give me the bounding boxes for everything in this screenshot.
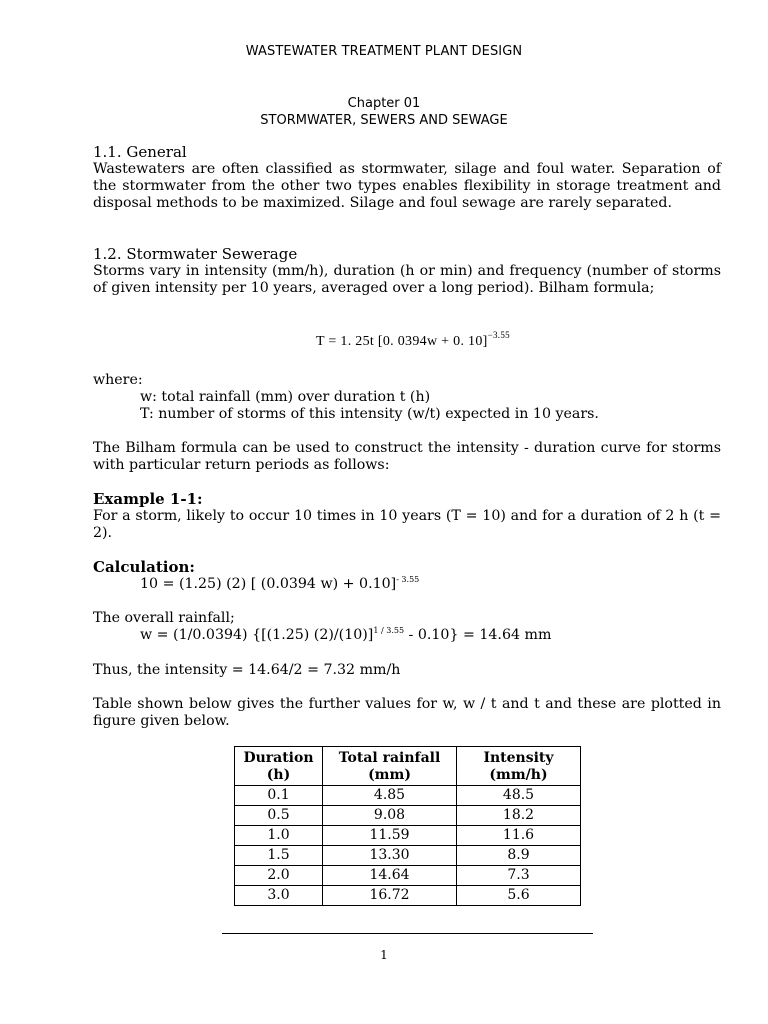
section-paragraph: Wastewaters are often classified as stormwater, silage and foul water. Separation of the stormwater from the other two types enables flexibility in storage treatment and disposal methods to be maximized. Silage and foul sewage are rarely separated. bbox=[93, 161, 721, 211]
chapter-title: STORMWATER, SEWERS AND SEWAGE bbox=[260, 113, 508, 128]
cell-duration: 1.0 bbox=[235, 826, 323, 846]
table-row bbox=[235, 826, 581, 846]
where-item: T: number of storms of this intensity (w/t) expected in 10 years. bbox=[140, 406, 599, 422]
cell-duration: 1.5 bbox=[235, 846, 323, 866]
section-paragraph: Storms vary in intensity (mm/h), duration (h or min) and frequency (number of storms of given intensity per 10 years, averaged over a long period). Bilham formula; bbox=[93, 263, 721, 296]
bilham-formula bbox=[316, 330, 510, 350]
equation-text: w = (1/0.0394) {[(1.25) (2)/(10)] bbox=[140, 627, 374, 643]
calculation-heading: Calculation: bbox=[93, 558, 195, 576]
table-header-row bbox=[235, 747, 581, 786]
cell-total-rainfall: 9.08 bbox=[323, 806, 457, 826]
cell-duration: 3.0 bbox=[235, 886, 323, 906]
document-header: WASTEWATER TREATMENT PLANT DESIGN bbox=[245, 44, 523, 59]
header-line: Total rainfall bbox=[338, 750, 441, 766]
rainfall-table bbox=[234, 746, 581, 906]
cell-total-rainfall: 11.59 bbox=[323, 826, 457, 846]
chapter-number: Chapter 01 bbox=[347, 96, 421, 111]
chapter-heading bbox=[0, 95, 768, 129]
equation-exponent: - 3.55 bbox=[396, 575, 420, 584]
equation-exponent: 1 / 3.55 bbox=[373, 626, 405, 635]
calculation-line-2 bbox=[93, 627, 721, 644]
header-line: (mm/h) bbox=[489, 767, 548, 783]
section-heading: 1.1. General bbox=[93, 143, 187, 161]
cell-duration: 2.0 bbox=[235, 866, 323, 886]
cell-total-rainfall: 4.85 bbox=[323, 786, 457, 806]
overall-label: The overall rainfall; bbox=[93, 610, 235, 626]
section-stormwater bbox=[93, 246, 721, 297]
example-block bbox=[93, 491, 721, 542]
footer-divider bbox=[222, 933, 593, 934]
cell-total-rainfall: 14.64 bbox=[323, 866, 457, 886]
cell-intensity: 7.3 bbox=[457, 866, 581, 886]
where-item: w: total rainfall (mm) over duration t (h) bbox=[140, 389, 431, 405]
page-number: 1 bbox=[380, 948, 388, 962]
where-block bbox=[93, 372, 721, 423]
cell-duration: 0.1 bbox=[235, 786, 323, 806]
example-text: For a storm, likely to occur 10 times in 10 years (T = 10) and for a duration of 2 h (t = 2). bbox=[93, 508, 721, 541]
header-intensity bbox=[457, 747, 581, 786]
header-line: Intensity bbox=[483, 750, 554, 766]
table-intro: Table shown below gives the further values for w, w / t and t and these are plotted in figure given below. bbox=[93, 696, 721, 729]
bilham-paragraph: The Bilham formula can be used to construct the intensity - duration curve for storms with particular return periods as follows: bbox=[93, 440, 721, 473]
cell-intensity: 5.6 bbox=[457, 886, 581, 906]
calculation-block bbox=[93, 559, 721, 593]
section-general bbox=[93, 144, 721, 212]
cell-total-rainfall: 16.72 bbox=[323, 886, 457, 906]
cell-duration: 0.5 bbox=[235, 806, 323, 826]
header-line: Duration bbox=[243, 750, 314, 766]
example-heading: Example 1-1: bbox=[93, 490, 203, 508]
overall-rainfall-block bbox=[93, 610, 721, 644]
formula-exponent: −3.55 bbox=[487, 330, 510, 340]
table-row bbox=[235, 806, 581, 826]
cell-intensity: 8.9 bbox=[457, 846, 581, 866]
equation-text: 10 = (1.25) (2) [ (0.0394 w) + 0.10] bbox=[140, 576, 397, 592]
cell-total-rainfall: 13.30 bbox=[323, 846, 457, 866]
header-duration bbox=[235, 747, 323, 786]
equation-text: - 0.10} = 14.64 mm bbox=[404, 627, 552, 643]
section-heading: 1.2. Stormwater Sewerage bbox=[93, 245, 298, 263]
header-total-rainfall bbox=[323, 747, 457, 786]
header-line: (mm) bbox=[368, 767, 411, 783]
cell-intensity: 48.5 bbox=[457, 786, 581, 806]
table-row bbox=[235, 786, 581, 806]
cell-intensity: 11.6 bbox=[457, 826, 581, 846]
where-label: where: bbox=[93, 372, 143, 388]
table-row bbox=[235, 886, 581, 906]
table-row bbox=[235, 846, 581, 866]
calculation-line-1 bbox=[93, 576, 721, 593]
table-row bbox=[235, 866, 581, 886]
formula-base: T = 1. 25t [0. 0394w + 0. 10] bbox=[316, 334, 488, 349]
cell-intensity: 18.2 bbox=[457, 806, 581, 826]
header-line: (h) bbox=[266, 767, 291, 783]
intensity-result: Thus, the intensity = 14.64/2 = 7.32 mm/h bbox=[93, 662, 401, 678]
